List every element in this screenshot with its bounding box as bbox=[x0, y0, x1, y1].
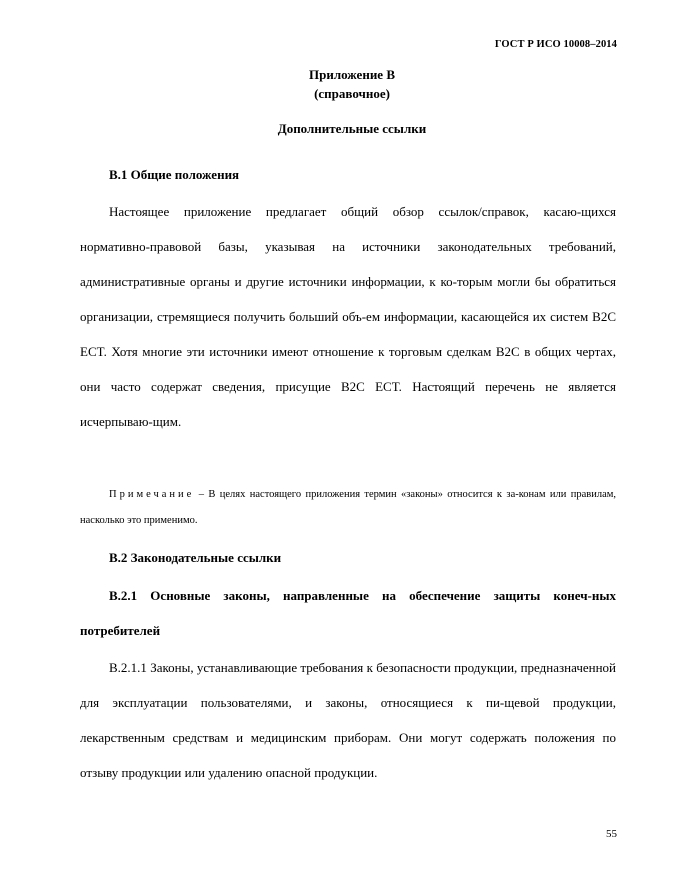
section-b211-paragraph: В.2.1.1 Законы, устанавливающие требования к безопасности продукции, предназначенной для эксплуатации пользователями, и законы, относящиеся к пи-щевой продукции, лекарственным средствам и медицинским приборам. Они могут содержать положения по отзыву продукции или удалению опасной продукции. bbox=[80, 660, 616, 780]
appendix-heading: Дополнительные ссылки bbox=[277, 121, 427, 136]
note-text: – В целях настоящего приложения термин «законы» относится к за-конам или правилам, насколько это применимо. bbox=[80, 489, 616, 526]
standard-designation: ГОСТ Р ИСО 10008–2014 bbox=[494, 39, 617, 50]
section-b1-heading: В.1 Общие положения bbox=[109, 167, 240, 182]
section-b21-heading: В.2.1 Основные законы, направленные на обеспечение защиты конеч-ных потребителей bbox=[80, 588, 616, 638]
note-label: Примечание bbox=[109, 489, 195, 500]
note bbox=[80, 482, 616, 534]
appendix-type: (справочное) bbox=[314, 86, 390, 101]
page-number: 55 bbox=[606, 828, 617, 840]
section-b1-paragraph: Настоящее приложение предлагает общий обзор ссылок/справок, касаю-щихся нормативно-правовой базы, указывая на источники законодательных требований, административные органы и другие источники информации, к ко-торым могли бы обратиться организации, стремящиеся получить больший объ-ем информации, касающейся их систем B2C ECT. Хотя многие эти источники имеют отношение к торговым сделкам B2C в общих чертах, они часто содержат сведения, присущие B2C ECT. Настоящий перечень не является исчерпываю-щим. bbox=[80, 204, 616, 429]
appendix-title: Приложение В bbox=[309, 67, 395, 82]
section-b2-heading: В.2 Законодательные ссылки bbox=[109, 550, 282, 565]
